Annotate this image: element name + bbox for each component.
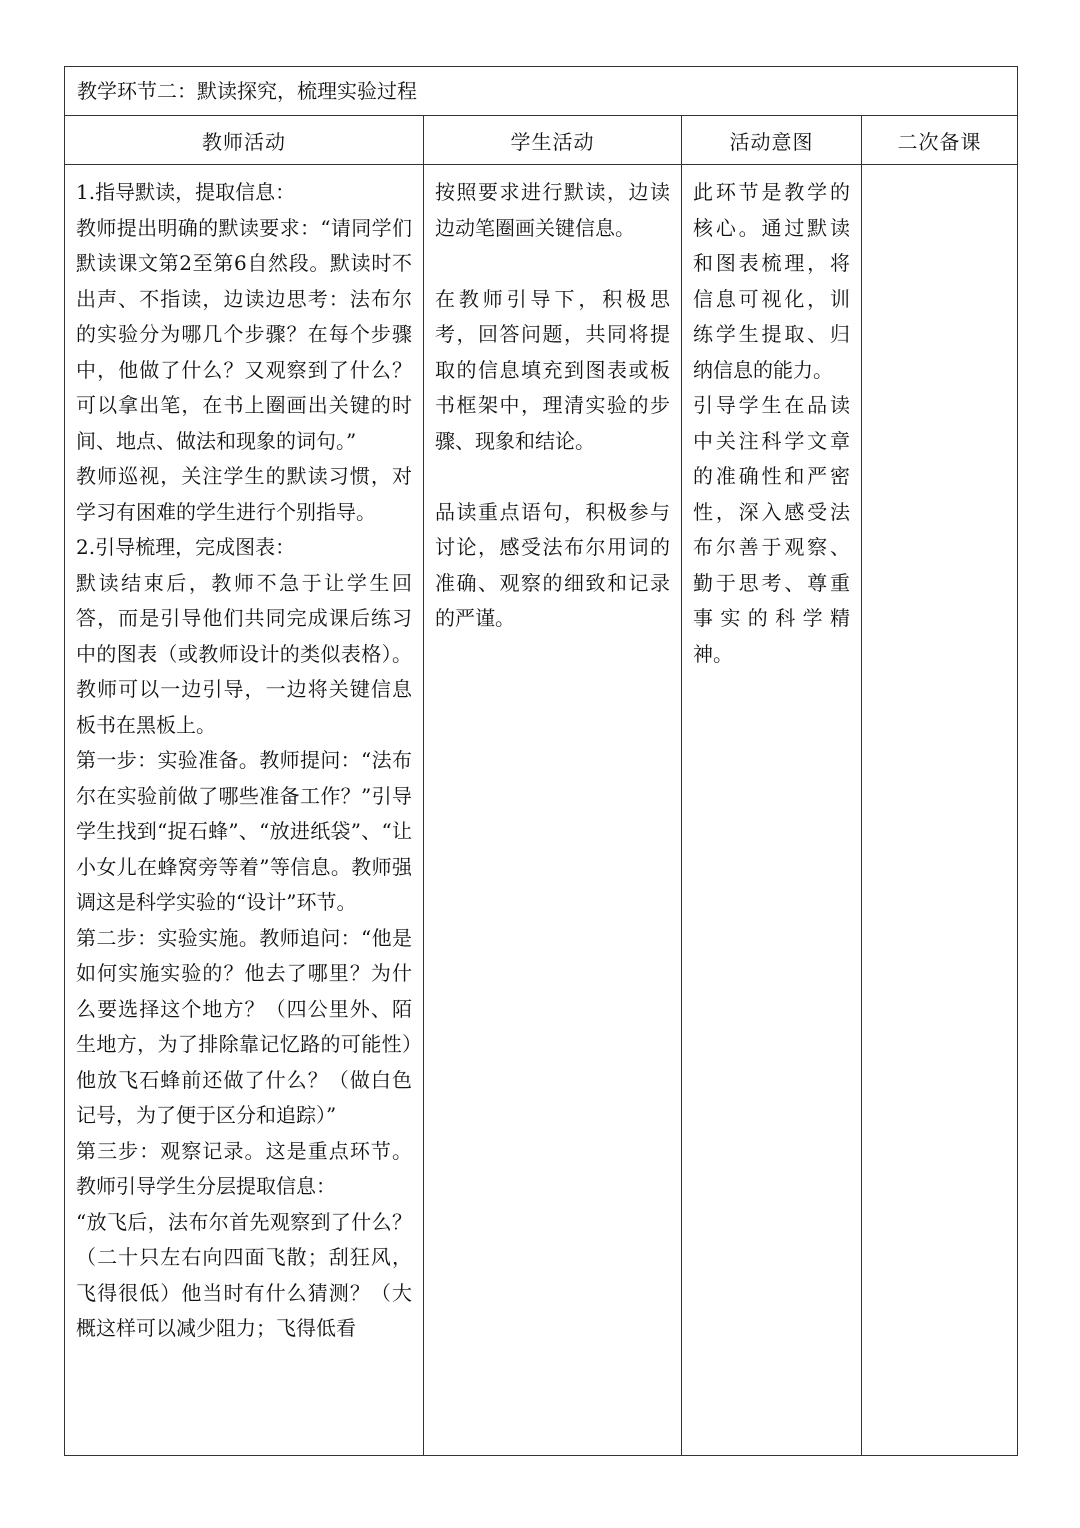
- lesson-plan-table: [64, 66, 1018, 1456]
- header-teacher-activity: 教师活动: [65, 116, 424, 165]
- header-activity-intent: 活动意图: [682, 116, 862, 165]
- teacher-paragraph: 1.指导默读，提取信息：: [76, 180, 296, 204]
- teacher-paragraph: 第一步：实验准备。教师提问：“法布尔在实验前做了哪些准备工作？”引导学生找到“捉石蜂”、“放进纸袋”、“让小女儿在蜂窝旁等着”等信息。教师强调这是科学实验的“设计”环节。: [76, 748, 412, 914]
- intent-paragraph: 引导学生在品读中关注科学文章的准确性和严密性，深入感受法布尔善于观察、勤于思考、尊重事实的科学精神。: [693, 393, 850, 666]
- teacher-paragraph: 第二步：实验实施。教师追问：“他是如何实施实验的？他去了哪里？为什么要选择这个地方？（四公里外、陌生地方，为了排除靠记忆路的可能性）他放飞石蜂前还做了什么？（做白色记号，为了便于区分和追踪）”: [76, 925, 412, 1127]
- student-paragraph: 在教师引导下，积极思考，回答问题，共同将提取的信息填充到图表或板书框架中，理清实验的步骤、现象和结论。: [435, 286, 670, 453]
- section-title: 教学环节二：默读探究，梳理实验过程: [65, 67, 1018, 116]
- student-activity-cell: [424, 165, 682, 1456]
- teacher-paragraph: 第三步：观察记录。这是重点环节。教师引导学生分层提取信息：: [76, 1138, 412, 1198]
- student-paragraph: 品读重点语句，积极参与讨论，感受法布尔用词的准确、观察的细致和记录的严谨。: [435, 499, 670, 630]
- teacher-paragraph: 默读结束后，教师不急于让学生回答，而是引导他们共同完成课后练习中的图表（或教师设计的类似表格）。教师可以一边引导，一边将关键信息板书在黑板上。: [76, 570, 412, 737]
- teacher-paragraph: 教师巡视，关注学生的默读习惯，对学习有困难的学生进行个别指导。: [76, 464, 412, 524]
- teacher-paragraph: 2.引导梳理，完成图表：: [76, 535, 296, 559]
- second-prep-cell: [862, 165, 1018, 1456]
- teacher-paragraph: “放飞后，法布尔首先观察到了什么？（二十只左右向四面飞散；刮狂风，飞得很低）他当时有什么猜测？（大概这样可以减少阻力；飞得低看: [76, 1209, 412, 1340]
- student-paragraph: 按照要求进行默读，边读边动笔圈画关键信息。: [435, 180, 670, 240]
- activity-intent-cell: [682, 165, 862, 1456]
- teacher-activity-cell: [65, 165, 424, 1456]
- header-student-activity: 学生活动: [424, 116, 682, 165]
- header-second-prep: 二次备课: [862, 116, 1018, 165]
- intent-paragraph: 此环节是教学的核心。通过默读和图表梳理，将信息可视化，训练学生提取、归纳信息的能力。: [693, 180, 850, 382]
- teacher-paragraph: 教师提出明确的默读要求：“请同学们默读课文第2至第6自然段。默读时不出声、不指读，边读边思考：法布尔的实验分为哪几个步骤？在每个步骤中，他做了什么？又观察到了什么？可以拿出笔，在书上圈画出关键的时间、地点、做法和现象的词句。”: [76, 215, 412, 453]
